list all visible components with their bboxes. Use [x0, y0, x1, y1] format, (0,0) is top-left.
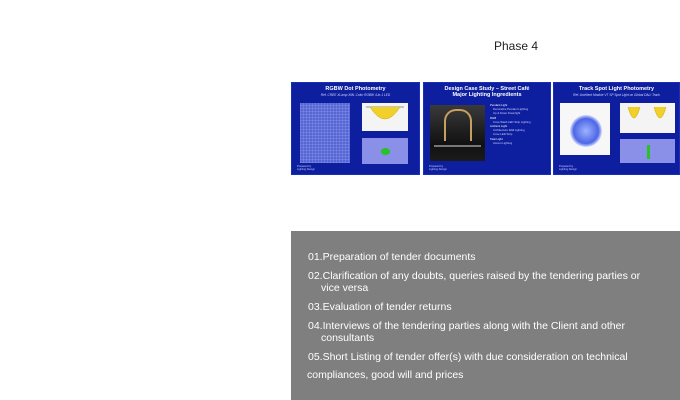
- slide-thumbnail-track-spot-light[interactable]: [553, 82, 680, 175]
- slide-title: RGBW Dot Photometry: [325, 86, 386, 92]
- slide-footer: Prepared by Lighting Design: [559, 165, 577, 171]
- slide-title-line2: Major Lighting Ingredients: [452, 92, 522, 98]
- phase-title: Phase 4: [494, 39, 539, 53]
- task-number: 04.: [308, 320, 323, 332]
- task-text: Interviews of the tendering parties along with the Client and other: [322, 320, 625, 332]
- spot-pattern-panel: [560, 103, 610, 155]
- list-item: RGB: [490, 115, 497, 120]
- list-item: Ambient Light: [490, 124, 508, 129]
- list-item: Up & Down Downlight: [493, 111, 521, 116]
- slide-title: Design Case Study – Street Café: [444, 86, 530, 92]
- beam-angle-curves: [620, 103, 675, 133]
- ingredient-list: [490, 103, 550, 145]
- task-text: Preparation of tender documents: [322, 251, 476, 263]
- illuminance-plot: [362, 138, 408, 164]
- light-distribution-curve: [362, 103, 408, 131]
- list-item: Decorative Pendant Lighting: [493, 107, 529, 112]
- arch-lighting: [444, 109, 472, 141]
- list-item: [308, 270, 668, 294]
- counter-line: [434, 145, 481, 147]
- list-item: Cove Wash LED Strip Lighting: [493, 119, 531, 124]
- task-text-continued: vice versa: [321, 282, 369, 294]
- slide-subtitle: Ref. Architect Module VT SP Spot Light on Global DALI Track: [573, 93, 660, 97]
- slide-thumbnails: [291, 82, 680, 175]
- slide-title: Track Spot Light Photometry: [578, 86, 655, 92]
- slide-footer: Prepared by Lighting Design: [429, 165, 447, 171]
- task-text: compliances, good will and prices: [307, 369, 464, 381]
- task-number: 03.: [308, 301, 323, 313]
- illuminance-bar: [647, 145, 650, 159]
- task-number: 02.: [308, 270, 323, 282]
- task-panel: [291, 231, 680, 400]
- illuminance-spot: [381, 148, 390, 155]
- list-item: Pendant Light: [490, 103, 508, 107]
- task-text-continued: consultants: [321, 332, 375, 344]
- list-item: [308, 251, 668, 263]
- list-item: [308, 351, 668, 363]
- list-item: Cove LED Strip: [493, 132, 513, 137]
- list-item: [308, 301, 668, 313]
- slide-thumbnail-rgbw-dot-photometry[interactable]: [291, 82, 420, 175]
- photometry-grid-chart: [300, 103, 350, 163]
- task-text: Clarification of any doubts, queries raised by the tendering parties or: [322, 270, 641, 282]
- illuminance-plot: [620, 139, 675, 163]
- list-item: Task Light: [490, 136, 503, 141]
- slide-footer: Prepared by Lighting Design: [297, 165, 315, 171]
- slide-subtitle: Ref. CREE XLamp XML Color RGBW 4-in-1 LED: [320, 93, 391, 97]
- list-item: Architecture Wall Lighting: [493, 128, 525, 133]
- task-text: Evaluation of tender returns: [322, 301, 452, 313]
- list-item: Accent Lighting: [493, 140, 513, 145]
- task-number: 05.: [308, 351, 323, 363]
- task-list: [308, 251, 668, 388]
- task-text: Short Listing of tender offer(s) with due consideration on technical: [322, 351, 628, 363]
- spot-glow: [570, 115, 602, 147]
- list-item: [307, 369, 668, 381]
- cafe-photo: [430, 105, 485, 161]
- list-item: [308, 320, 668, 344]
- slide-thumbnail-street-cafe[interactable]: [423, 82, 551, 175]
- task-number: 01.: [308, 251, 323, 263]
